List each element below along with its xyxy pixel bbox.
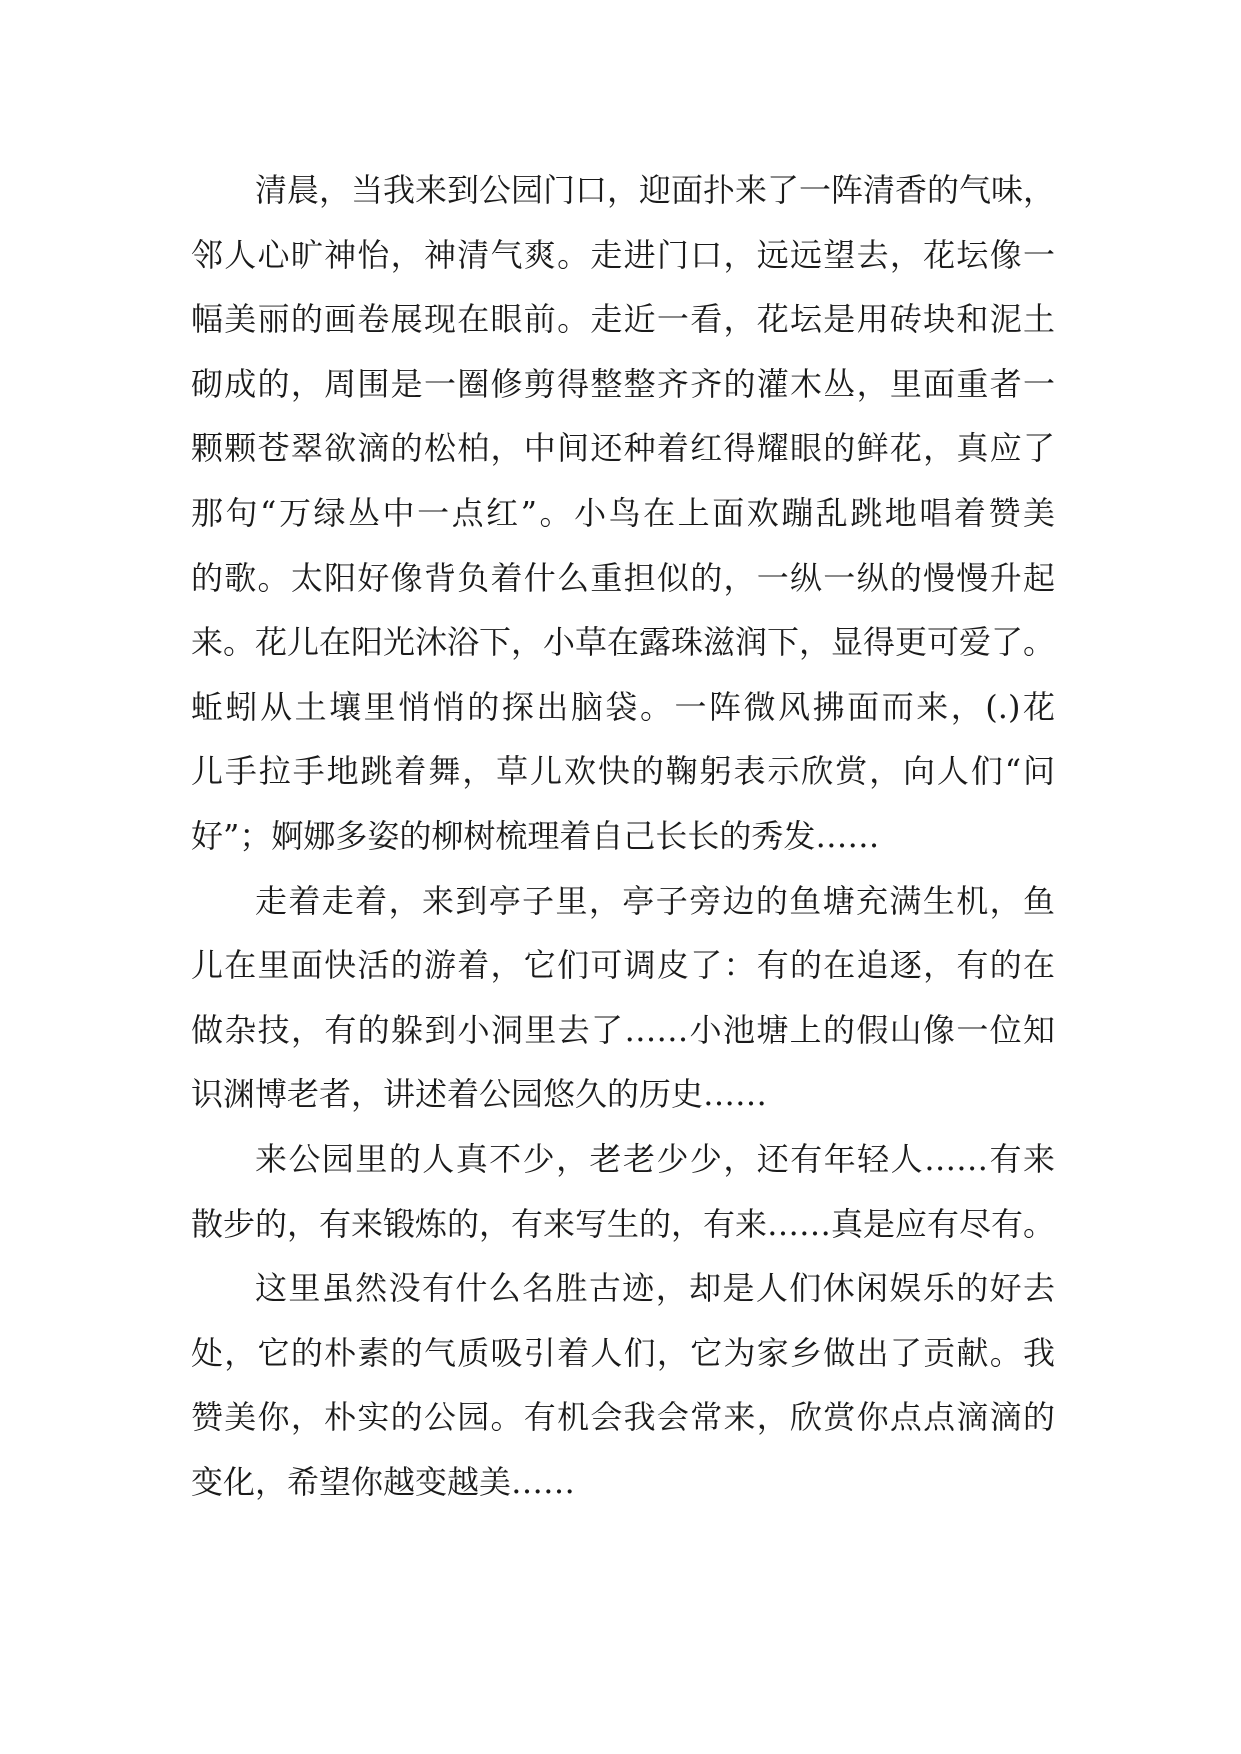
text-line: 赞美你，朴实的公园。有机会我会常来，欣赏你点点滴滴的 [191, 1398, 1055, 1437]
essay-body [191, 158, 1055, 1514]
text-line: 邻人心旷神怡，神清气爽。走进门口，远远望去，花坛像一 [191, 235, 1055, 274]
text-line: 变化，希望你越变越美…… [191, 1462, 576, 1501]
text-line: 识渊博老者，讲述着公园悠久的历史…… [191, 1075, 768, 1114]
text-line: 这里虽然没有什么名胜古迹，却是人们休闲娱乐的好去 [255, 1269, 1055, 1308]
text-line: 儿在里面快活的游着，它们可调皮了：有的在追逐，有的在 [191, 946, 1055, 985]
text-line: 的歌。太阳好像背负着什么重担似的，一纵一纵的慢慢升起 [191, 558, 1055, 597]
text-line: 儿手拉手地跳着舞，草儿欢快的鞠躬表示欣赏，向人们“问 [191, 752, 1055, 791]
text-line: 散步的，有来锻炼的，有来写生的，有来……真是应有尽有。 [191, 1204, 1056, 1243]
text-line: 砌成的，周围是一圈修剪得整整齐齐的灌木丛，里面重者一 [191, 364, 1055, 403]
text-line: 那句“万绿丛中一点红”。小鸟在上面欢蹦乱跳地唱着赞美 [191, 493, 1055, 532]
text-line: 来公园里的人真不少，老老少少，还有年轻人……有来 [255, 1139, 1055, 1178]
text-line: 走着走着，来到亭子里，亭子旁边的鱼塘充满生机，鱼 [255, 881, 1055, 920]
text-line: 幅美丽的画卷展现在眼前。走近一看，花坛是用砖块和泥土 [191, 300, 1055, 339]
text-line: 来。花儿在阳光沐浴下，小草在露珠滋润下，显得更可爱了。 [191, 623, 1056, 662]
text-line: 处，它的朴素的气质吸引着人们，它为家乡做出了贡献。我 [191, 1333, 1055, 1372]
text-line: 蚯蚓从土壤里悄悄的探出脑袋。一阵微风拂面而来，(.)花 [191, 687, 1055, 726]
text-line: 清晨，当我来到公园门口，迎面扑来了一阵清香的气味， [255, 171, 1056, 209]
text-line: 好”；婀娜多姿的柳树梳理着自己长长的秀发…… [191, 816, 880, 855]
text-line: 做杂技，有的躲到小洞里去了……小池塘上的假山像一位知 [191, 1010, 1055, 1049]
text-line: 颗颗苍翠欲滴的松柏，中间还种着红得耀眼的鲜花，真应了 [191, 429, 1055, 468]
